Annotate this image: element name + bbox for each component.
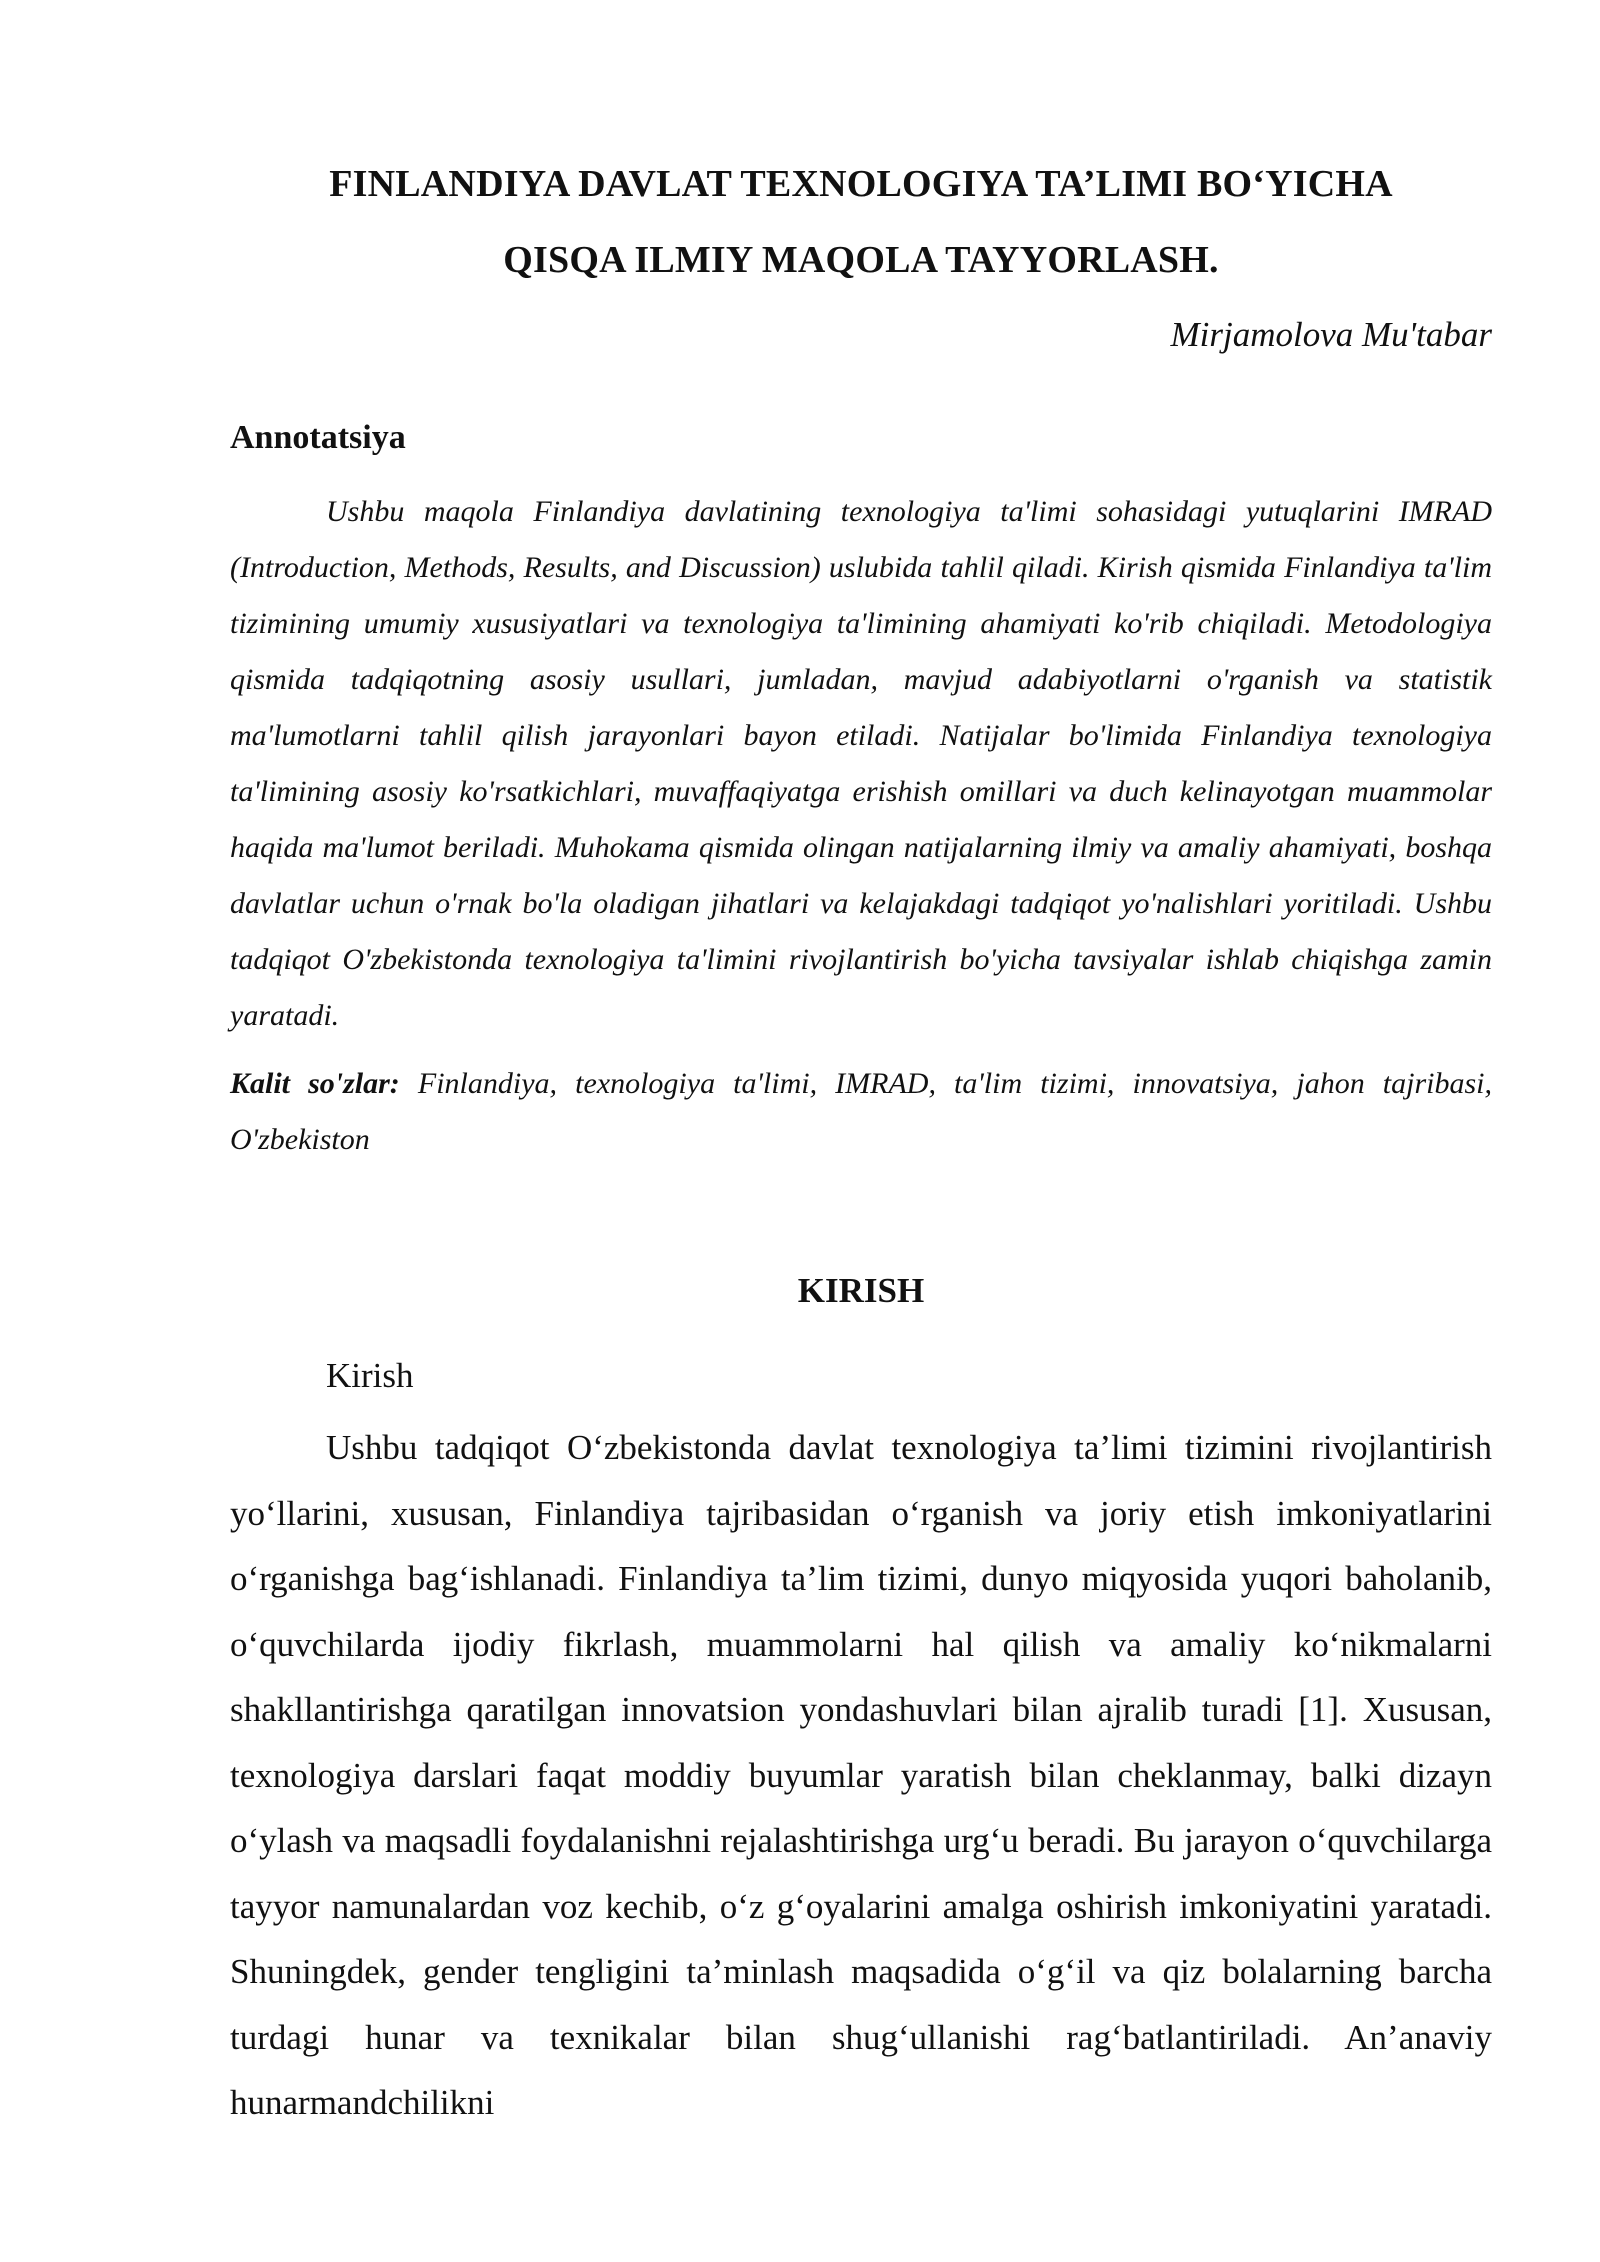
annotation-heading: Annotatsiya [230,419,406,456]
body-paragraph: Ushbu tadqiqot O‘zbekistonda davlat texnologiya ta’limi tizimini rivojlantirish yo‘llarini, xususan, Finlandiya tajribasidan o‘rganish va joriy etish imkoniyatlarini o‘rganishga bag‘ishlanadi. Finlandiya ta’lim tizimi, dunyo miqyosida yuqori baholanib, o‘quvchilarda ijodiy fikrlash, muammolarni hal qilish va amaliy ko‘nikmalarni shakllantirishga qaratilgan innovatsion yondashuvlari bilan ajralib turadi [1]. Xususan, texnologiya darslari faqat moddiy buyumlar yaratish bilan cheklanmay, balki dizayn o‘ylash va maqsadli foydalanishni rejalashtirishga urg‘u beradi. Bu jarayon o‘quvchilarga tayyor namunalardan voz kechib, o‘z g‘oyalarini amalga oshirish imkoniyatini yaratadi. Shuningdek, gender tengligini ta’minlash maqsadida o‘g‘il va qiz bolalarning barcha turdagi hunar va texnikalar bilan shug‘ullanishi rag‘batlantiriladi. An’anaviy hunarmandchilikni [230,1428,1492,2122]
keywords-paragraph [230,1056,1492,1168]
section-subheading: Kirish [326,1356,414,1395]
section-heading: KIRISH [797,1271,925,1310]
paper-title [230,146,1492,298]
paper-title-line-1: FINLANDIYA DAVLAT TEXNOLOGIYA TA’LIMI BO‘YICHA [329,163,1393,205]
author-name: Mirjamolova Mu'tabar [1170,315,1492,354]
annotation-text: Ushbu maqola Finlandiya davlatining texnologiya ta'limi sohasidagi yutuqlarini IMRAD (Introduction, Methods, Results, and Discussion) uslubida tahlil qiladi. Kirish qismida Finlandiya ta'lim tizimining umumiy xususiyatlari va texnologiya ta'limining ahamiyati ko'rib chiqiladi. Metodologiya qismida tadqiqotning asosiy usullari, jumladan, mavjud adabiyotlarni o'rganish va statistik ma'lumotlarni tahlil qilish jarayonlari bayon etiladi. Natijalar bo'limida Finlandiya texnologiya ta'limining asosiy ko'rsatkichlari, muvaffaqiyatga erishish omillari va duch kelinayotgan muammolar haqida ma'lumot beriladi. Muhokama qismida olingan natijalarning ilmiy va amaliy ahamiyati, boshqa davlatlar uchun o'rnak bo'la oladigan jihatlari va kelajakdagi tadqiqot yo'nalishlari yoritiladi. Ushbu tadqiqot O'zbekistonda texnologiya ta'limini rivojlantirish bo'yicha tavsiyalar ishlab chiqishga zamin yaratadi. [230,495,1492,1032]
keywords-text: Finlandiya, texnologiya ta'limi, IMRAD, ta'lim tizimi, innovatsiya, jahon tajribasi, O'zbekiston [230,1067,1492,1156]
paper-title-line-2: QISQA ILMIY MAQOLA TAYYORLASH. [503,239,1219,281]
keywords-label: Kalit so'zlar: [230,1067,400,1100]
